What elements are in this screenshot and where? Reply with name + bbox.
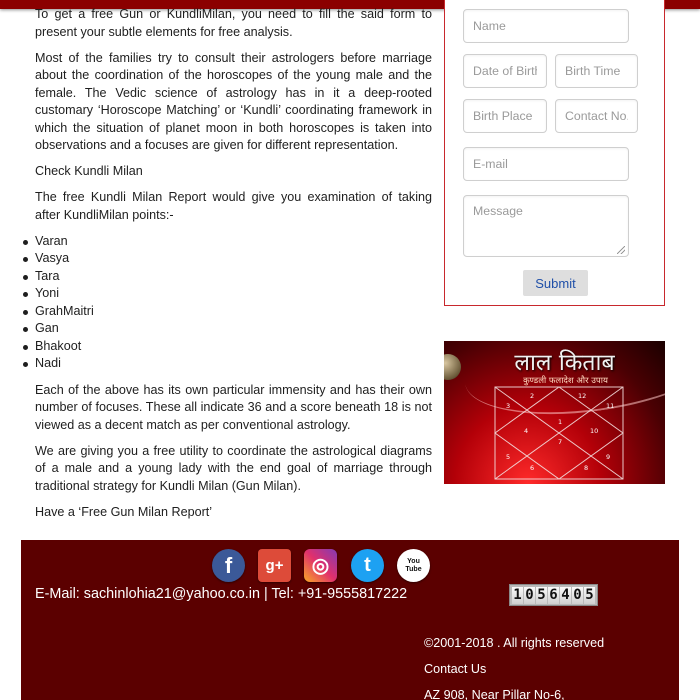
list-item: Tara	[35, 268, 432, 286]
chart-house-number: 12	[578, 392, 587, 400]
contact-number-input[interactable]	[555, 99, 638, 133]
kundli-chart-icon	[494, 386, 624, 480]
footer-address: AZ 908, Near Pillar No-6,	[424, 688, 565, 700]
chart-house-number: 1	[558, 418, 563, 426]
list-item: Varan	[35, 233, 432, 251]
footer	[21, 540, 679, 700]
birth-time-input[interactable]	[555, 54, 638, 88]
counter-digit: 6	[549, 587, 558, 603]
counter-digit: 5	[537, 587, 546, 603]
article-content	[35, 6, 432, 530]
chart-house-number: 10	[590, 427, 599, 435]
counter-digit: 4	[561, 587, 570, 603]
counter-digit: 1	[513, 587, 522, 603]
footer-contact-line: E-Mail: sachinlohia21@yahoo.co.in | Tel: +91-9555817222	[35, 586, 408, 602]
chart-house-number: 6	[530, 464, 535, 472]
list-item: Yoni	[35, 285, 432, 303]
banner-title: लाल किताब	[514, 350, 615, 376]
resize-grip-icon[interactable]	[617, 246, 625, 254]
chart-house-number: 5	[506, 453, 511, 461]
intro-paragraph: To get a free Gun or KundliMilan, you need to fill the said form to present your subtle elements for free analysis.	[35, 7, 432, 39]
chart-house-number: 2	[530, 392, 535, 400]
kundli-form	[444, 0, 665, 306]
list-item: GrahMaitri	[35, 303, 432, 321]
submit-button[interactable]: Submit	[523, 270, 588, 296]
date-of-birth-input[interactable]	[463, 54, 547, 88]
list-item: Nadi	[35, 355, 432, 373]
twitter-icon[interactable]: t	[351, 549, 384, 582]
counter-digit: 5	[585, 587, 594, 603]
list-item: Bhakoot	[35, 338, 432, 356]
chart-house-number: 11	[606, 402, 615, 410]
list-item: Vasya	[35, 250, 432, 268]
paragraph-free-utility: We are giving you a free utility to coordinate the astrological diagrams of a male and a young lady with the end goal of marriage through traditional strategy for Kundli Milan (Gun Milan).	[35, 443, 432, 493]
paragraph-horoscope-matching: Most of the families try to consult their astrologers before marriage about the coordination of the horoscopes of the young male and the female. The Vedic science of astrology has in it a deep-rooted customary ‘Horoscope Matching’ or ‘Kundli’ coordinating framework in which the situation of planet moon in both horoscopes is taken into observations and a focuses are given for different representation.	[35, 50, 432, 153]
paragraph-check-kundli: Check Kundli Milan	[35, 164, 143, 179]
chart-house-number: 9	[606, 453, 611, 461]
email-input[interactable]	[463, 147, 629, 181]
paragraph-score: Each of the above has its own particular immensity and has their own number of focuses. These all indicate 36 and a score beneath 18 is not viewed as a decent match as per conventional astrology.	[35, 382, 432, 432]
kundli-points-list	[35, 233, 432, 373]
counter-digit: 0	[573, 587, 582, 603]
youtube-icon[interactable]: You Tube	[397, 549, 430, 582]
name-input[interactable]	[463, 9, 629, 43]
contact-us-link[interactable]: Contact Us	[424, 662, 487, 676]
counter-digit: 0	[525, 587, 534, 603]
google-plus-icon[interactable]: g+	[258, 549, 291, 582]
lal-kitab-banner[interactable]	[444, 341, 665, 484]
chart-house-number: 3	[506, 402, 511, 410]
paragraph-free-report: Have a ‘Free Gun Milan Report’	[35, 505, 213, 520]
visitor-counter	[509, 584, 598, 606]
chart-house-number: 8	[584, 464, 589, 472]
banner-subtitle: कुण्डली फलादेश और उपाय	[523, 376, 608, 386]
chart-house-number: 7	[558, 438, 563, 446]
paragraph-points-intro: The free Kundli Milan Report would give you examination of taking after KundliMilan points:-	[35, 190, 432, 222]
message-textarea[interactable]	[463, 195, 629, 257]
chart-house-number: 4	[524, 427, 529, 435]
birth-place-input[interactable]	[463, 99, 547, 133]
list-item: Gan	[35, 320, 432, 338]
copyright-text: ©2001-2018 . All rights reserved	[424, 636, 605, 650]
instagram-icon[interactable]: ◎	[304, 549, 337, 582]
facebook-icon[interactable]: f	[212, 549, 245, 582]
